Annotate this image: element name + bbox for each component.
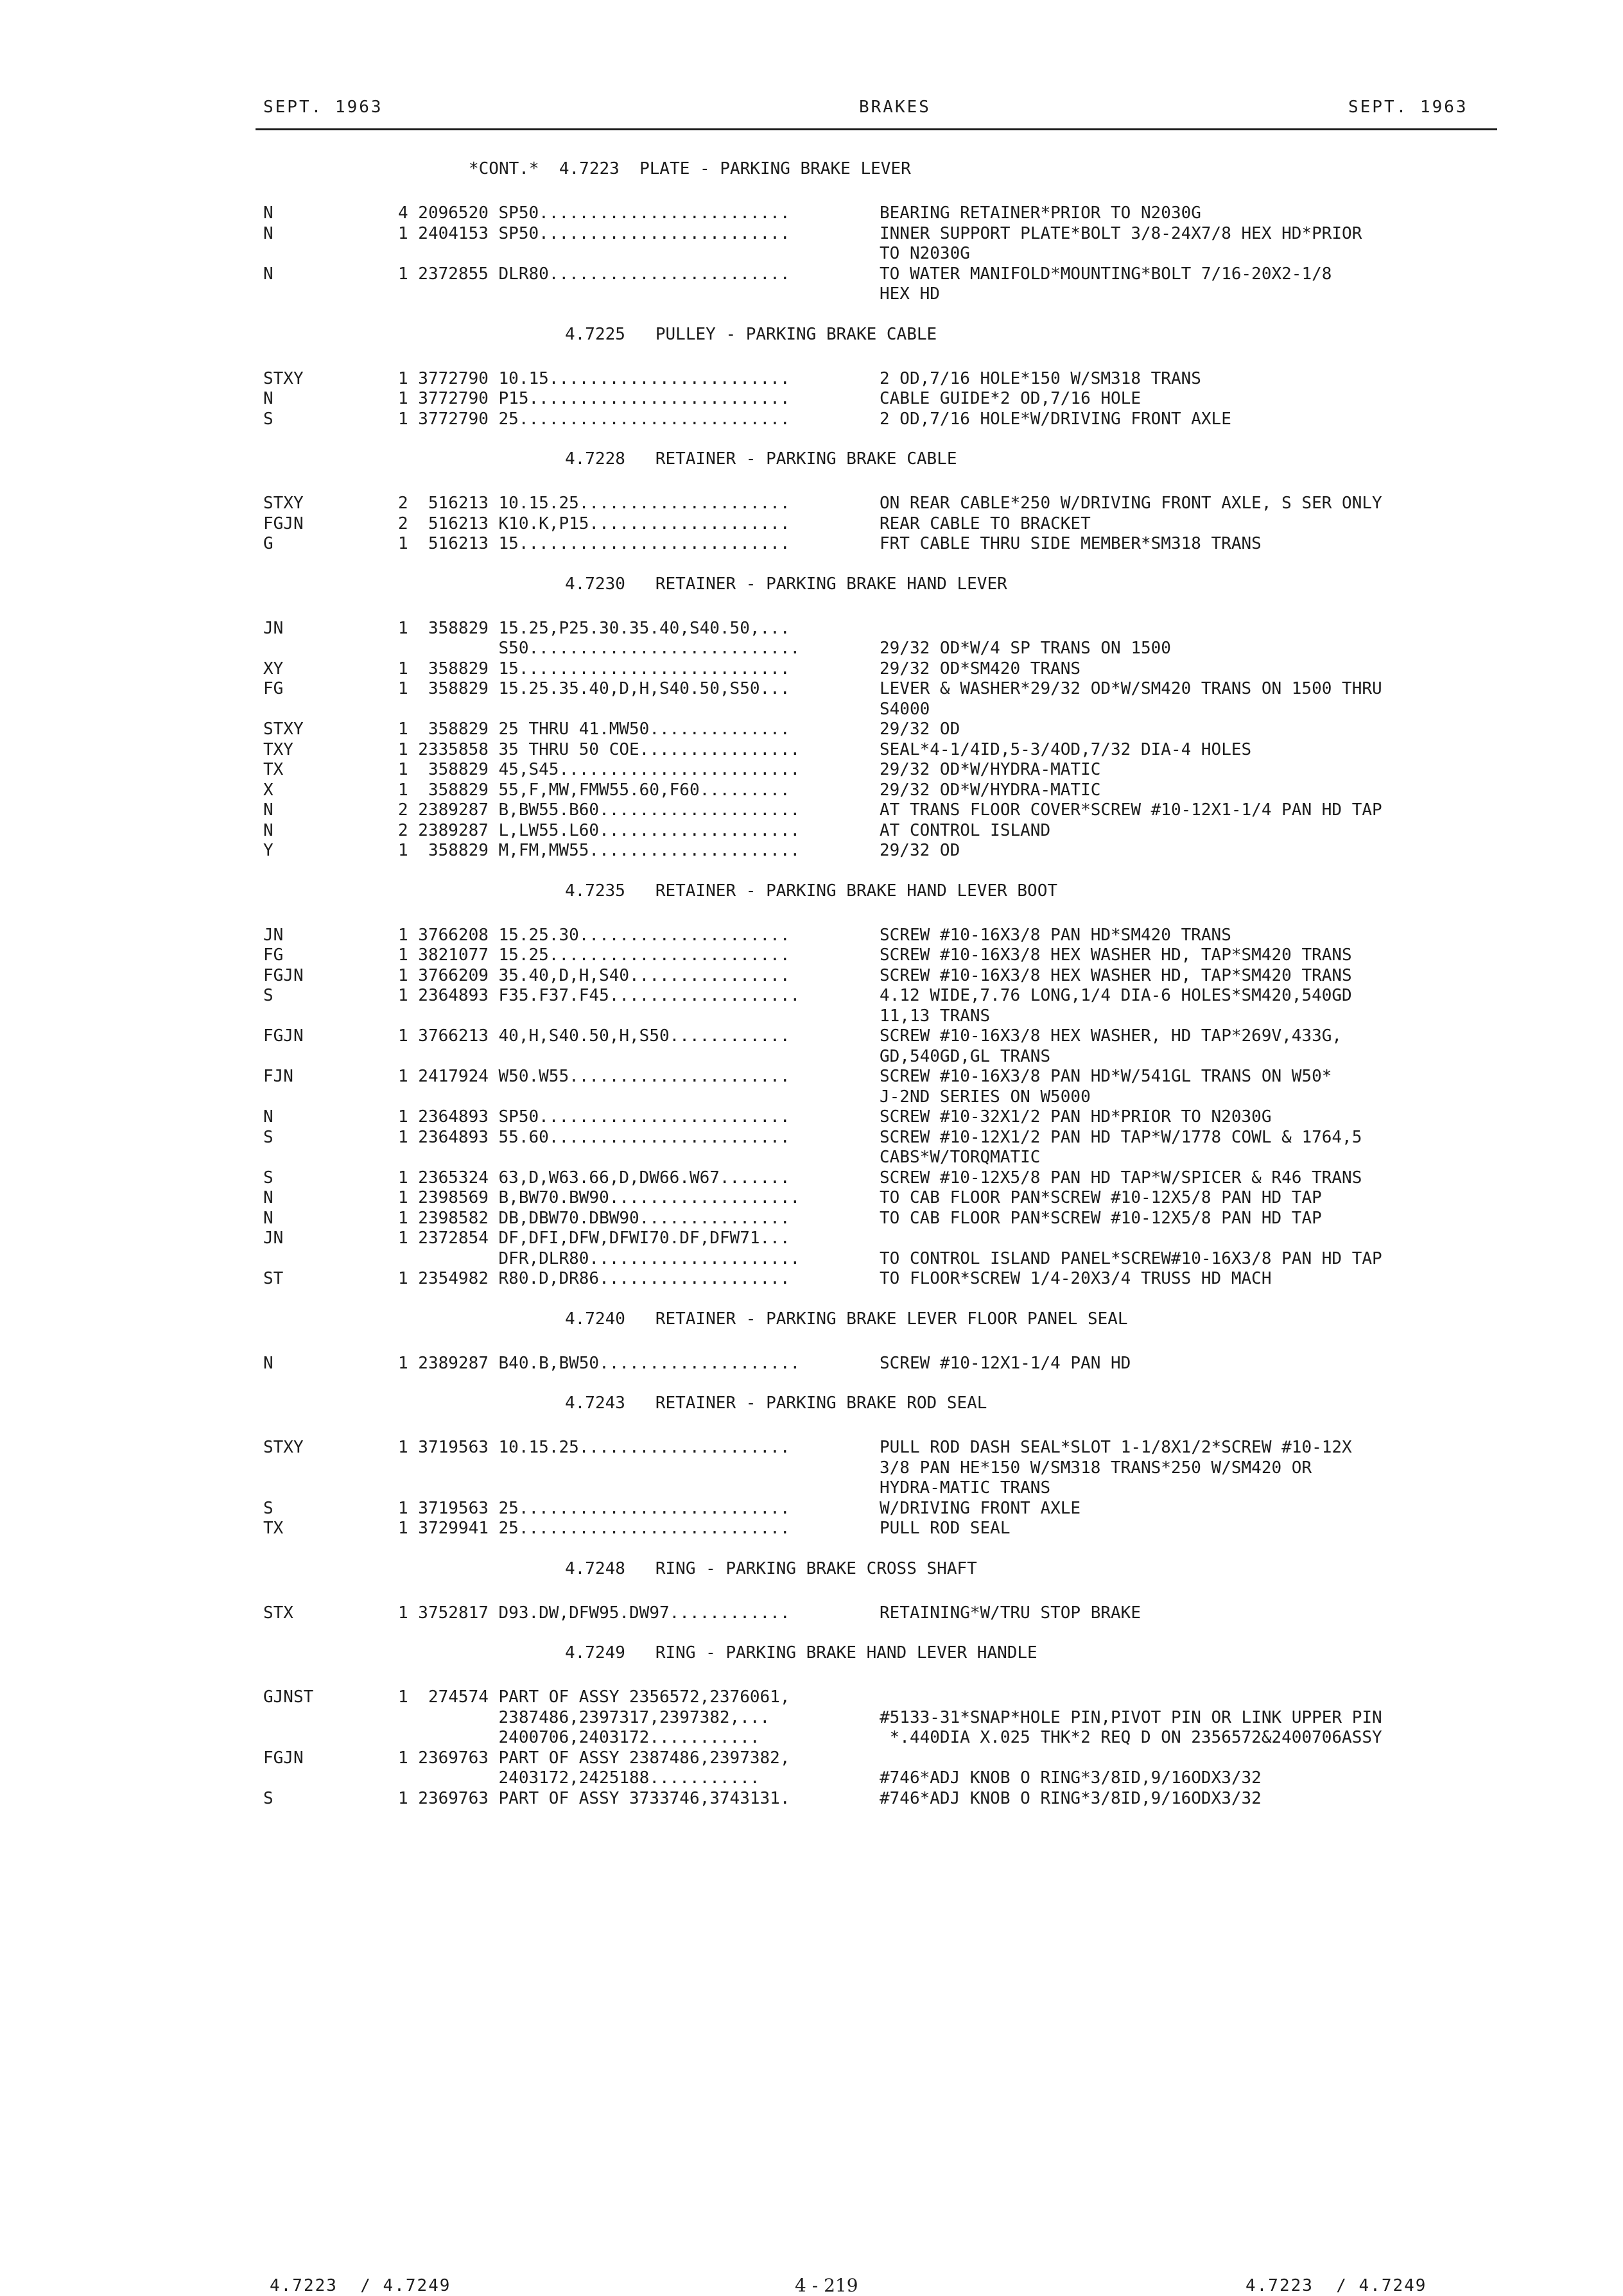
parts-row (0, 945, 1623, 965)
parts-row (0, 840, 1623, 861)
part-number: 1 358829 15.25,P25.30.35.40,S40.50,... (398, 618, 790, 638)
part-description: SCREW #10-12X1-1/4 PAN HD (880, 1353, 1131, 1373)
header-right: SEPT. 1963 (1348, 98, 1468, 117)
part-description: SEAL*4-1/4ID,5-3/4OD,7/32 DIA-4 HOLES (880, 739, 1252, 759)
part-description: SCREW #10-16X3/8 PAN HD*W/541GL TRANS ON W50* (880, 1067, 1332, 1086)
parts-row (0, 1478, 1623, 1498)
part-description: SCREW #10-12X1/2 PAN HD TAP*W/1778 COWL & 1764,5 (880, 1127, 1362, 1147)
part-number: 2387486,2397317,2397382,... (398, 1707, 770, 1727)
part-description: 4.12 WIDE,7.76 LONG,1/4 DIA-6 HOLES*SM420,540GD (880, 986, 1352, 1005)
part-number: 1 358829 15........................... (398, 659, 790, 678)
parts-row (0, 1208, 1623, 1229)
parts-row (0, 1458, 1623, 1478)
part-number: 2 2389287 B,BW55.B60.................... (398, 800, 801, 820)
part-description: SCREW #10-12X5/8 PAN HD TAP*W/SPICER & R46 TRANS (880, 1168, 1362, 1187)
series-code: N (263, 389, 273, 408)
series-code: N (263, 203, 273, 223)
parts-row (0, 1768, 1623, 1788)
part-description: 2 OD,7/16 HOLE*150 W/SM318 TRANS (880, 368, 1201, 388)
part-description: 29/32 OD (880, 841, 960, 860)
part-description: 29/32 OD*W/HYDRA-MATIC (880, 760, 1101, 779)
series-code: S (263, 409, 273, 429)
part-description: S4000 (880, 699, 930, 719)
part-description: 3/8 PAN HE*150 W/SM318 TRANS*250 W/SM420 OR (880, 1458, 1312, 1478)
series-code: N (263, 1353, 273, 1373)
part-description: TO CONTROL ISLAND PANEL*SCREW#10-16X3/8 PAN HD TAP (880, 1248, 1382, 1268)
parts-row (0, 985, 1623, 1006)
part-number: DFR,DLR80..................... (398, 1248, 801, 1268)
part-description: TO WATER MANIFOLD*MOUNTING*BOLT 7/16-20X2-1/8 (880, 264, 1332, 284)
part-description: PULL ROD DASH SEAL*SLOT 1-1/8X1/2*SCREW #10-12X (880, 1438, 1352, 1457)
parts-row (0, 514, 1623, 534)
parts-row (0, 699, 1623, 720)
series-code: JN (263, 1229, 284, 1248)
series-code: FGJN (263, 1026, 304, 1046)
series-code: ST (263, 1269, 284, 1288)
footer-right: 4.7223 / 4.7249 (1245, 2276, 1427, 2295)
part-description: HYDRA-MATIC TRANS (880, 1478, 1051, 1498)
section-title (0, 449, 1623, 475)
part-number: 2403172,2425188........... (398, 1768, 760, 1788)
series-code: N (263, 1208, 273, 1228)
section-title-text: 4.7248 RING - PARKING BRAKE CROSS SHAFT (565, 1558, 977, 1578)
parts-row (0, 1707, 1623, 1728)
part-number: 1 2364893 SP50......................... (398, 1107, 790, 1126)
section-title-text: 4.7243 RETAINER - PARKING BRAKE ROD SEAL (565, 1394, 987, 1413)
part-number: 1 2389287 B40.B,BW50.................... (398, 1353, 801, 1373)
series-code: STXY (263, 494, 304, 513)
section-title (0, 1643, 1623, 1669)
part-number: 1 3821077 15.25........................ (398, 945, 790, 965)
part-number: 1 3772790 25........................... (398, 409, 790, 429)
series-code: S (263, 986, 273, 1005)
part-number: 4 2096520 SP50......................... (398, 203, 790, 223)
series-code: JN (263, 618, 284, 638)
parts-row (0, 1248, 1623, 1269)
parts-row (0, 243, 1623, 264)
series-code: GJNST (263, 1687, 314, 1707)
series-code: S (263, 1498, 273, 1518)
parts-row (0, 1187, 1623, 1208)
series-code: G (263, 534, 273, 553)
part-description: HEX HD (880, 284, 940, 304)
parts-row (0, 1727, 1623, 1748)
part-description: SCREW #10-16X3/8 HEX WASHER HD, TAP*SM420 TRANS (880, 965, 1352, 985)
section-title (0, 325, 1623, 350)
part-number: 1 2398569 B,BW70.BW90................... (398, 1188, 801, 1207)
part-description: LEVER & WASHER*29/32 OD*W/SM420 TRANS ON 1500 THRU (880, 679, 1382, 698)
parts-row (0, 1353, 1623, 1374)
series-code: TXY (263, 739, 293, 759)
part-description: BEARING RETAINER*PRIOR TO N2030G (880, 203, 1201, 223)
part-number: 1 3766213 40,H,S40.50,H,S50............ (398, 1026, 790, 1046)
parts-row (0, 1066, 1623, 1087)
part-description: TO CAB FLOOR PAN*SCREW #10-12X5/8 PAN HD TAP (880, 1208, 1322, 1228)
series-code: N (263, 223, 273, 243)
header-center: BRAKES (859, 98, 931, 117)
series-code: N (263, 800, 273, 820)
series-code: S (263, 1127, 273, 1147)
part-number: 1 2364893 F35.F37.F45................... (398, 986, 801, 1005)
part-number: 1 2365324 63,D,W63.66,D,DW66.W67....... (398, 1168, 790, 1187)
part-number: S50........................... (398, 639, 801, 658)
part-description: 29/32 OD*W/4 SP TRANS ON 1500 (880, 639, 1171, 658)
series-code: N (263, 820, 273, 840)
parts-row (0, 820, 1623, 841)
parts-row (0, 264, 1623, 284)
part-description: *.440DIA X.025 THK*2 REQ D ON 2356572&2400706ASSY (880, 1728, 1382, 1747)
part-number: 2 516213 10.15.25..................... (398, 494, 790, 513)
series-code: Y (263, 841, 273, 860)
part-description: SCREW #10-16X3/8 PAN HD*SM420 TRANS (880, 925, 1231, 945)
parts-row (0, 1748, 1623, 1768)
part-description: FRT CABLE THRU SIDE MEMBER*SM318 TRANS (880, 534, 1262, 553)
parts-row (0, 223, 1623, 244)
part-number: 1 358829 45,S45........................ (398, 760, 801, 779)
part-number: 1 358829 55,F,MW,FMW55.60,F60......... (398, 780, 790, 800)
section-title (0, 574, 1623, 600)
parts-row (0, 659, 1623, 679)
part-number: 1 2372855 DLR80........................ (398, 264, 790, 284)
parts-row (0, 618, 1623, 639)
part-description: GD,540GD,GL TRANS (880, 1046, 1051, 1066)
part-description: 2 OD,7/16 HOLE*W/DRIVING FRONT AXLE (880, 409, 1231, 429)
part-description: #746*ADJ KNOB O RING*3/8ID,9/16ODX3/32 (880, 1768, 1262, 1788)
series-code: FJN (263, 1067, 293, 1086)
header-rule (256, 128, 1497, 130)
parts-row (0, 1788, 1623, 1809)
series-code: FGJN (263, 1748, 304, 1768)
part-number: 1 516213 15........................... (398, 534, 790, 553)
part-number: 1 2364893 55.60........................ (398, 1127, 790, 1147)
parts-row (0, 1087, 1623, 1107)
part-description: TO CAB FLOOR PAN*SCREW #10-12X5/8 PAN HD TAP (880, 1188, 1322, 1207)
part-number: 1 358829 15.25.35.40,D,H,S40.50,S50... (398, 679, 790, 698)
series-code: S (263, 1168, 273, 1187)
part-description: TO N2030G (880, 244, 970, 263)
part-number: 2400706,2403172........... (398, 1728, 760, 1747)
part-number: 1 2335858 35 THRU 50 COE................ (398, 739, 801, 759)
series-code: STXY (263, 720, 304, 739)
part-number: 1 274574 PART OF ASSY 2356572,2376061, (398, 1687, 790, 1707)
part-number: 1 2354982 R80.D,DR86................... (398, 1269, 790, 1288)
part-description: PULL ROD SEAL (880, 1519, 1011, 1538)
section-title-text: 4.7228 RETAINER - PARKING BRAKE CABLE (565, 449, 957, 469)
part-description: 29/32 OD*W/HYDRA-MATIC (880, 780, 1101, 800)
part-description: 11,13 TRANS (880, 1006, 991, 1026)
parts-row (0, 1107, 1623, 1127)
part-number: 1 3772790 10.15........................ (398, 368, 790, 388)
section-title (0, 159, 1623, 185)
parts-row (0, 1268, 1623, 1289)
part-number: 1 2369763 PART OF ASSY 3733746,3743131. (398, 1788, 790, 1808)
series-code: N (263, 1107, 273, 1126)
footer-page-number: 4 - 219 (795, 2275, 858, 2296)
series-code: STXY (263, 368, 304, 388)
parts-row (0, 284, 1623, 304)
part-description: #746*ADJ KNOB O RING*3/8ID,9/16ODX3/32 (880, 1788, 1262, 1808)
part-description: #5133-31*SNAP*HOLE PIN,PIVOT PIN OR LINK UPPER PIN (880, 1707, 1382, 1727)
parts-row (0, 1603, 1623, 1623)
series-code: STX (263, 1603, 293, 1623)
part-description: SCREW #10-16X3/8 HEX WASHER HD, TAP*SM420 TRANS (880, 945, 1352, 965)
parts-row (0, 1046, 1623, 1067)
part-number: 1 3772790 P15.......................... (398, 389, 790, 408)
part-number: 1 3719563 10.15.25..................... (398, 1438, 790, 1457)
part-number: 2 2389287 L,LW55.L60.................... (398, 820, 801, 840)
part-number: 1 3729941 25........................... (398, 1519, 790, 1538)
parts-row (0, 965, 1623, 986)
part-description: ON REAR CABLE*250 W/DRIVING FRONT AXLE, S SER ONLY (880, 494, 1382, 513)
section-title-text: 4.7235 RETAINER - PARKING BRAKE HAND LEVER BOOT (565, 881, 1058, 901)
footer-left: 4.7223 / 4.7249 (270, 2276, 451, 2295)
part-number: 1 2398582 DB,DBW70.DBW90............... (398, 1208, 790, 1228)
part-number: 1 3752817 D93.DW,DFW95.DW97............ (398, 1603, 790, 1623)
part-description: CABLE GUIDE*2 OD,7/16 HOLE (880, 389, 1141, 408)
part-number: 1 3766208 15.25.30..................... (398, 925, 790, 945)
parts-row (0, 925, 1623, 945)
section-title-text: *CONT.* 4.7223 PLATE - PARKING BRAKE LEVER (469, 159, 911, 178)
part-number: 1 2372854 DF,DFI,DFW,DFWI70.DF,DFW71... (398, 1229, 790, 1248)
parts-row (0, 409, 1623, 429)
series-code: FG (263, 945, 284, 965)
part-description: SCREW #10-32X1/2 PAN HD*PRIOR TO N2030G (880, 1107, 1272, 1126)
parts-row (0, 1437, 1623, 1458)
section-title-text: 4.7225 PULLEY - PARKING BRAKE CABLE (565, 324, 937, 344)
section-title (0, 1309, 1623, 1335)
part-number: 2 516213 K10.K,P15.................... (398, 514, 790, 533)
part-number: 1 358829 M,FM,MW55..................... (398, 841, 801, 860)
parts-row (0, 368, 1623, 389)
parts-row (0, 638, 1623, 659)
part-number: 1 3719563 25........................... (398, 1498, 790, 1518)
part-number: 1 3766209 35.40,D,H,S40................ (398, 965, 790, 985)
part-number: 1 358829 25 THRU 41.MW50.............. (398, 720, 790, 739)
series-code: FGJN (263, 514, 304, 533)
part-description: 29/32 OD*SM420 TRANS (880, 659, 1081, 678)
parts-row (0, 719, 1623, 739)
part-description: INNER SUPPORT PLATE*BOLT 3/8-24X7/8 HEX HD*PRIOR (880, 223, 1362, 243)
part-description: REAR CABLE TO BRACKET (880, 514, 1091, 533)
part-number: 1 2417924 W50.W55...................... (398, 1067, 790, 1086)
parts-row (0, 1127, 1623, 1148)
parts-row (0, 1026, 1623, 1046)
parts-row (0, 1687, 1623, 1707)
part-description: TO FLOOR*SCREW 1/4-20X3/4 TRUSS HD MACH (880, 1269, 1272, 1288)
parts-row (0, 203, 1623, 223)
parts-row (0, 1228, 1623, 1248)
parts-row (0, 800, 1623, 820)
parts-row (0, 1147, 1623, 1168)
series-code: N (263, 1188, 273, 1207)
series-code: N (263, 264, 273, 284)
parts-row (0, 780, 1623, 800)
series-code: FGJN (263, 965, 304, 985)
section-title-text: 4.7249 RING - PARKING BRAKE HAND LEVER HANDLE (565, 1643, 1037, 1662)
series-code: S (263, 1788, 273, 1808)
series-code: JN (263, 925, 284, 945)
parts-row (0, 493, 1623, 514)
parts-row (0, 388, 1623, 409)
series-code: TX (263, 760, 284, 779)
part-description: AT TRANS FLOOR COVER*SCREW #10-12X1-1/4 PAN HD TAP (880, 800, 1382, 820)
part-description: RETAINING*W/TRU STOP BRAKE (880, 1603, 1141, 1623)
parts-row (0, 1518, 1623, 1539)
part-description: AT CONTROL ISLAND (880, 820, 1051, 840)
part-description: 29/32 OD (880, 720, 960, 739)
series-code: XY (263, 659, 284, 678)
section-title-text: 4.7240 RETAINER - PARKING BRAKE LEVER FLOOR PANEL SEAL (565, 1309, 1128, 1329)
part-description: SCREW #10-16X3/8 HEX WASHER, HD TAP*269V,433G, (880, 1026, 1342, 1046)
parts-row (0, 678, 1623, 699)
series-code: STXY (263, 1438, 304, 1457)
parts-row (0, 1498, 1623, 1519)
parts-row (0, 1006, 1623, 1026)
series-code: X (263, 780, 273, 800)
series-code: FG (263, 679, 284, 698)
part-description: W/DRIVING FRONT AXLE (880, 1498, 1081, 1518)
section-title (0, 881, 1623, 907)
section-title (0, 1559, 1623, 1585)
section-title (0, 1394, 1623, 1419)
part-number: 1 2404153 SP50......................... (398, 223, 790, 243)
part-number: 1 2369763 PART OF ASSY 2387486,2397382, (398, 1748, 790, 1768)
parts-row (0, 1168, 1623, 1188)
parts-row (0, 759, 1623, 780)
part-description: J-2ND SERIES ON W5000 (880, 1087, 1091, 1107)
header-left: SEPT. 1963 (263, 98, 383, 117)
section-title-text: 4.7230 RETAINER - PARKING BRAKE HAND LEVER (565, 574, 1007, 594)
part-description: CABS*W/TORQMATIC (880, 1148, 1041, 1167)
parts-row (0, 533, 1623, 554)
series-code: TX (263, 1519, 284, 1538)
parts-row (0, 739, 1623, 760)
